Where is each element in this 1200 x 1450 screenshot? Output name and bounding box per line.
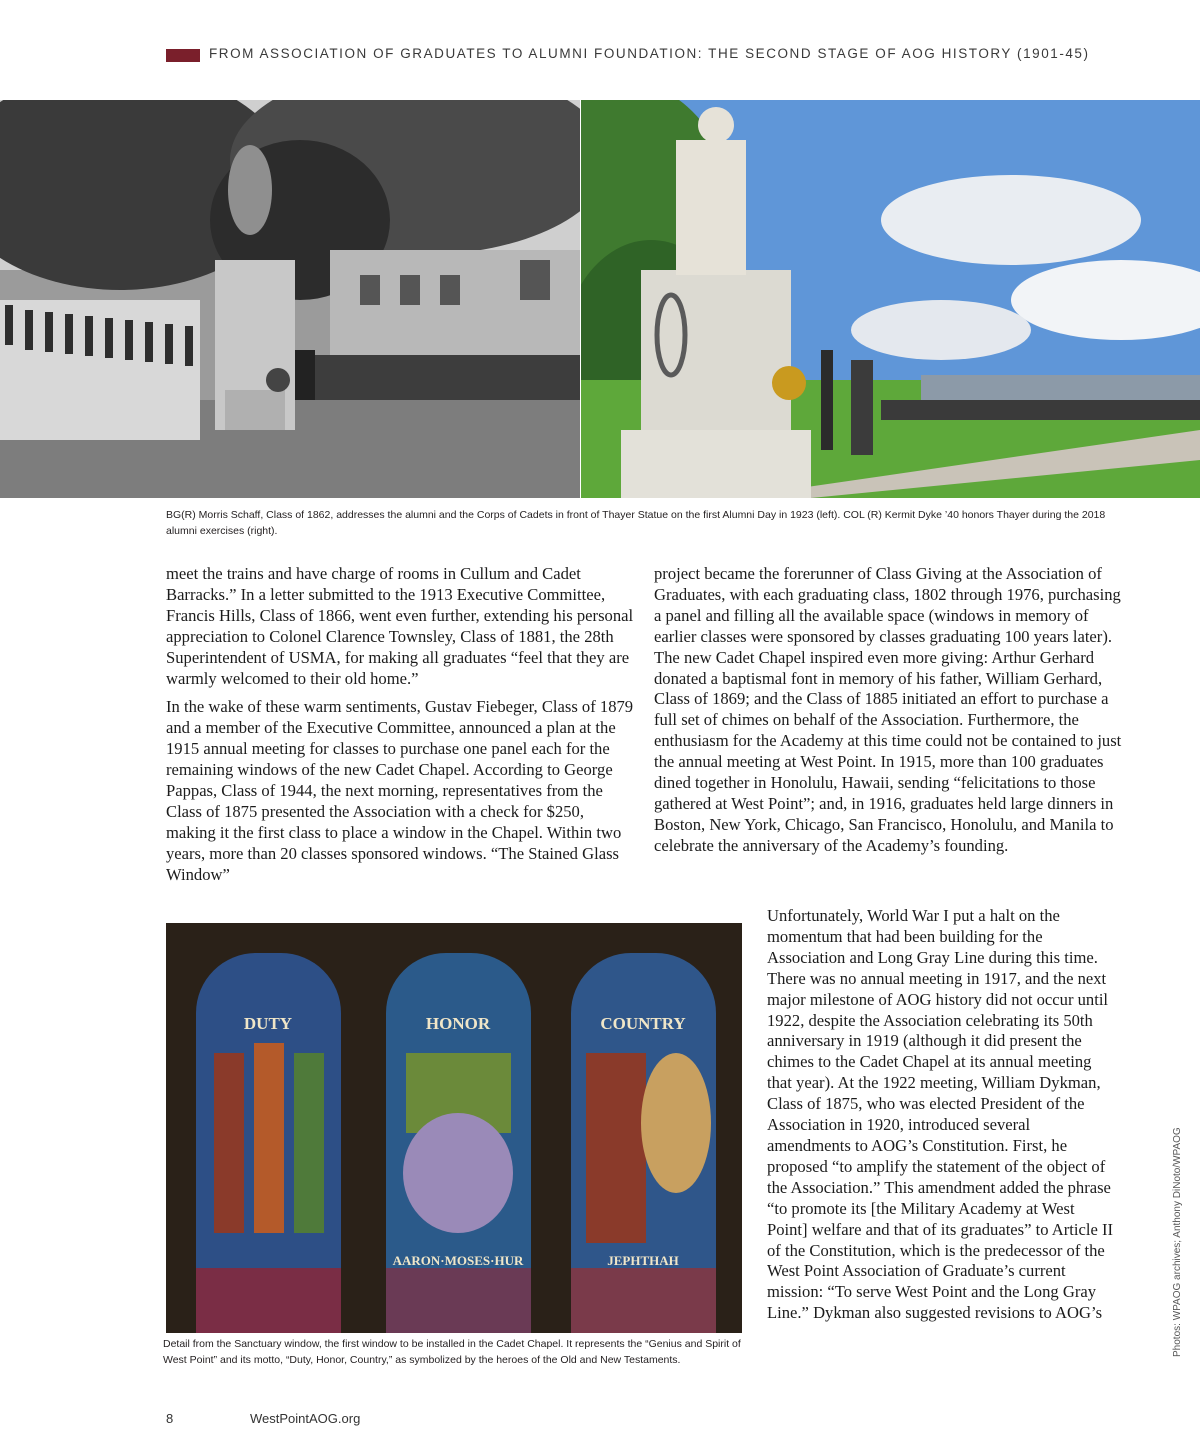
paragraph: In the wake of these warm sentiments, Gustav Fiebeger, Class of 1879 and a member of the Executive Committee, announced a plan at the 1915 annual meeting for classes to purchase one panel each for the remaining windows of the new Cadet Chapel. According to George Pappas, Class of 1944, the next morning, representatives from the Class of 1875 presented the Association with a check for $250, making it the first class to place a window in the Chapel. Within two years, more than 20 classes sponsored windows. “The Stained Glass Window” [166,697,634,884]
article-column-right [654,564,1124,865]
window-label-honor: HONOR [425,1014,491,1033]
header-accent-bar [166,49,200,62]
article-column-bottom-right [767,906,1117,1332]
footer-url: WestPointAOG.org [250,1411,361,1426]
photo-credit: Photos: WPAOG archives; Anthony DiNoto/WPAOG [1172,1127,1183,1357]
caption-sanctuary-window: Detail from the Sanctuary window, the first window to be installed in the Cadet Chapel. It represents the “Genius and Spirit of West Point” and its motto, “Duty, Honor, Country,” as symbolized by the heroes of the Old and New Testaments. [163,1338,741,1366]
window-label-country: COUNTRY [600,1014,686,1033]
window-panel-country [571,953,716,1333]
paragraph: meet the trains and have charge of rooms in Cullum and Cadet Barracks.” In a letter submitted to the 1913 Executive Committee, Francis Hills, Class of 1866, went even further, extending his personal appreciation to Colonel Clarence Townsley, Class of 1881, the 28th Superintendent of USMA, for making all graduates “feel that they are warmly welcomed to their old home.” [166,564,634,688]
paragraph: project became the forerunner of Class Giving at the Association of Graduates, with each graduating class, 1802 through 1976, purchasing a panel and filling all the available space (windows in memory of earlier classes were sponsored by classes graduating 100 years later). The new Cadet Chapel inspired even more giving: Arthur Gerhard donated a baptismal font in memory of his father, William Gerhard, Class of 1869; and the Class of 1885 initiated an effort to purchase a full set of chimes on behalf of the Association. Furthermore, the enthusiasm for the Academy at this time could not be contained to just the annual meeting at West Point. In 1915, more than 100 graduates dined together in Honolulu, Hawaii, sending “felicitations to those gathered at West Point”; and, in 1916, graduates held large dinners in Boston, New York, Chicago, San Francisco, Honolulu, and Manila to celebrate the anniversary of the Academy’s founding. [654,564,1122,855]
window-panel-duty [196,953,341,1333]
caption-thayer-statue-photos: BG(R) Morris Schaff, Class of 1862, addresses the alumni and the Corps of Cadets in front of Thayer Statue on the first Alumni Day in 1923 (left). COL (R) Kermit Dyke ’40 honors Thayer during the 2018 alumni exercises (right). [166,509,1106,537]
page-number: 8 [166,1411,174,1426]
article-column-left [166,564,636,894]
photo-2018-alumni-exercises [581,100,1200,498]
window-label-jephthah: JEPHTHAH [607,1253,679,1268]
paragraph: Unfortunately, World War I put a halt on the momentum that had been building for the Association and Long Gray Line during this time. There was no annual meeting in 1917, and the next major milestone of AOG history did not occur until 1922, despite the Association celebrating its 50th anniversary in 1919 (although it did present the chimes to the Cadet Chapel at its annual meeting that year). At the 1922 meeting, William Dykman, Class of 1875, who was elected President of the Association in 1920, introduced several amendments to AOG’s Constitution. First, he proposed “to amplify the statement of the object of the Association.” This amendment added the phrase “to promote its [the Military Academy at West Point] welfare and that of its graduates” to Article II of the Constitution, which is the predecessor of the West Point Association of Graduate’s current mission: “To serve West Point and the Long Gray Line.” Dykman also suggested revisions to AOG’s [767,906,1114,1323]
photo-1923-alumni-day [0,100,580,498]
window-label-duty: DUTY [243,1014,293,1033]
window-label-aaron-moses-hur: AARON·MOSES·HUR [392,1253,524,1268]
section-header-title: FROM ASSOCIATION OF GRADUATES TO ALUMNI FOUNDATION: THE SECOND STAGE OF AOG HISTORY (1901-45) [209,46,1090,61]
window-panel-honor [386,953,531,1333]
photo-sanctuary-window [166,923,742,1333]
